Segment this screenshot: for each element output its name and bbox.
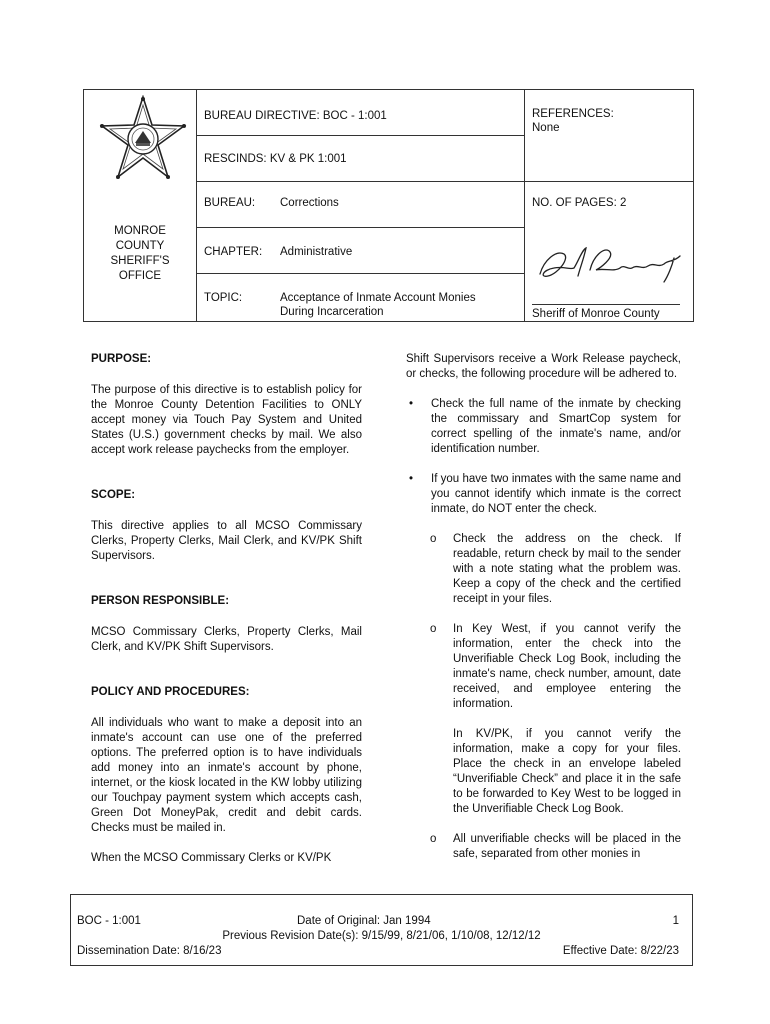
bullet-marker: • bbox=[409, 473, 414, 485]
topic-value-1: Acceptance of Inmate Account Monies bbox=[280, 292, 476, 304]
sheriff-signature bbox=[534, 240, 684, 288]
policy-text: All individuals who want to make a deposit into an inmate's account can use one of the preferred options. The preferred option is to have individuals add money into an inmate's account by phone, internet, or the kiosk located in the KW lobby utilizing our Touchpay payment system which accepts cash, Green Dot MoneyPak, credit and debit cards. Checks must be mailed in. bbox=[91, 717, 362, 834]
bullet-text: Check the full name of the inmate by checking the commissary and SmartCop system for correct spelling of the inmate's name, and/or identification number. bbox=[431, 398, 681, 455]
left-column bbox=[91, 352, 362, 866]
sub-list-paragraph bbox=[406, 727, 681, 817]
rescinds: RESCINDS: KV & PK 1:001 bbox=[204, 153, 347, 165]
signature-caption: Sheriff of Monroe County bbox=[532, 308, 660, 320]
purpose-text: The purpose of this directive is to establish policy for the Monroe County Detention Facilities to ONLY accept money via Touch Pay System and United States (U.S.) government checks by mail. We also accept work release paychecks from the employer. bbox=[91, 384, 362, 456]
directive-header-table bbox=[83, 89, 694, 322]
references-label: REFERENCES: bbox=[532, 108, 614, 120]
right-column bbox=[406, 352, 681, 862]
person-responsible-text: MCSO Commissary Clerks, Property Clerks, Mail Clerk, and KV/PK Shift Supervisors. bbox=[91, 626, 362, 653]
scope-text: This directive applies to all MCSO Commissary Clerks, Property Clerks, Mail Clerk, and KV/PK Shift Supervisors. bbox=[91, 520, 362, 562]
chapter-value: Administrative bbox=[280, 246, 353, 258]
person-responsible-heading: PERSON RESPONSIBLE: bbox=[91, 595, 230, 607]
footer-revision-dates: Previous Revision Date(s): 9/15/99, 8/21/06, 1/10/08, 12/12/12 bbox=[222, 930, 541, 942]
scope-heading: SCOPE: bbox=[91, 489, 136, 501]
sub-bullet-marker: o bbox=[430, 623, 437, 635]
sub-bullet-marker: o bbox=[430, 833, 437, 845]
references-value: None bbox=[532, 122, 560, 134]
footer-dissemination-date: Dissemination Date: 8/16/23 bbox=[77, 945, 222, 957]
sub-paragraph-text: In KV/PK, if you cannot verify the information, make a copy for your files. Place the check in an envelope labeled “Unverifiable Check” and place it in the safe to be forwarded to Key West to be logged in the Unverifiable Check Log Book. bbox=[453, 728, 681, 815]
list-item bbox=[406, 397, 681, 457]
footer-original-date: Date of Original: Jan 1994 bbox=[297, 915, 431, 927]
policy-heading: POLICY AND PROCEDURES: bbox=[91, 686, 250, 698]
policy-text-continued: When the MCSO Commissary Clerks or KV/PK bbox=[91, 852, 332, 864]
number-of-pages: NO. OF PAGES: 2 bbox=[532, 197, 627, 209]
directive-footer bbox=[70, 894, 693, 966]
procedure-intro: Shift Supervisors receive a Work Release paycheck, or checks, the following procedure will be adhered to. bbox=[406, 353, 681, 380]
sub-list-item bbox=[406, 622, 681, 712]
bureau-value: Corrections bbox=[280, 197, 339, 209]
signature-line bbox=[532, 304, 680, 305]
topic-value-2: During Incarceration bbox=[280, 306, 384, 318]
list-item bbox=[406, 472, 681, 517]
sub-bullet-text: Check the address on the check. If readable, return check by mail to the sender with a note stating what the problem was. Keep a copy of the check and the certified receipt in your files. bbox=[453, 533, 681, 605]
bullet-marker: • bbox=[409, 398, 414, 410]
footer-code: BOC - 1:001 bbox=[77, 915, 141, 927]
sub-bullet-text: All unverifiable checks will be placed in the safe, separated from other monies in bbox=[453, 833, 681, 860]
chapter-label: CHAPTER: bbox=[204, 246, 263, 258]
sub-bullet-text: In Key West, if you cannot verify the information, enter the check into the Unverifiable Check Log Book, including the inmate's name, check number, amount, date received, and employee entering the information. bbox=[453, 623, 681, 710]
sheriff-star-badge bbox=[98, 95, 188, 181]
bureau-label: BUREAU: bbox=[204, 197, 256, 209]
footer-page-number: 1 bbox=[672, 915, 679, 927]
purpose-heading: PURPOSE: bbox=[91, 353, 152, 365]
footer-effective-date: Effective Date: 8/22/23 bbox=[562, 945, 679, 957]
sub-bullet-marker: o bbox=[430, 533, 437, 545]
bureau-directive: BUREAU DIRECTIVE: BOC - 1:001 bbox=[204, 110, 387, 122]
bullet-text: If you have two inmates with the same name and you cannot identify which inmate is the correct inmate, do NOT enter the check. bbox=[431, 473, 681, 515]
sub-list-item bbox=[406, 832, 681, 862]
topic-label: TOPIC: bbox=[204, 292, 243, 304]
office-name: MONROE COUNTY SHERIFF'S OFFICE bbox=[110, 225, 170, 282]
sub-list-item bbox=[406, 532, 681, 607]
